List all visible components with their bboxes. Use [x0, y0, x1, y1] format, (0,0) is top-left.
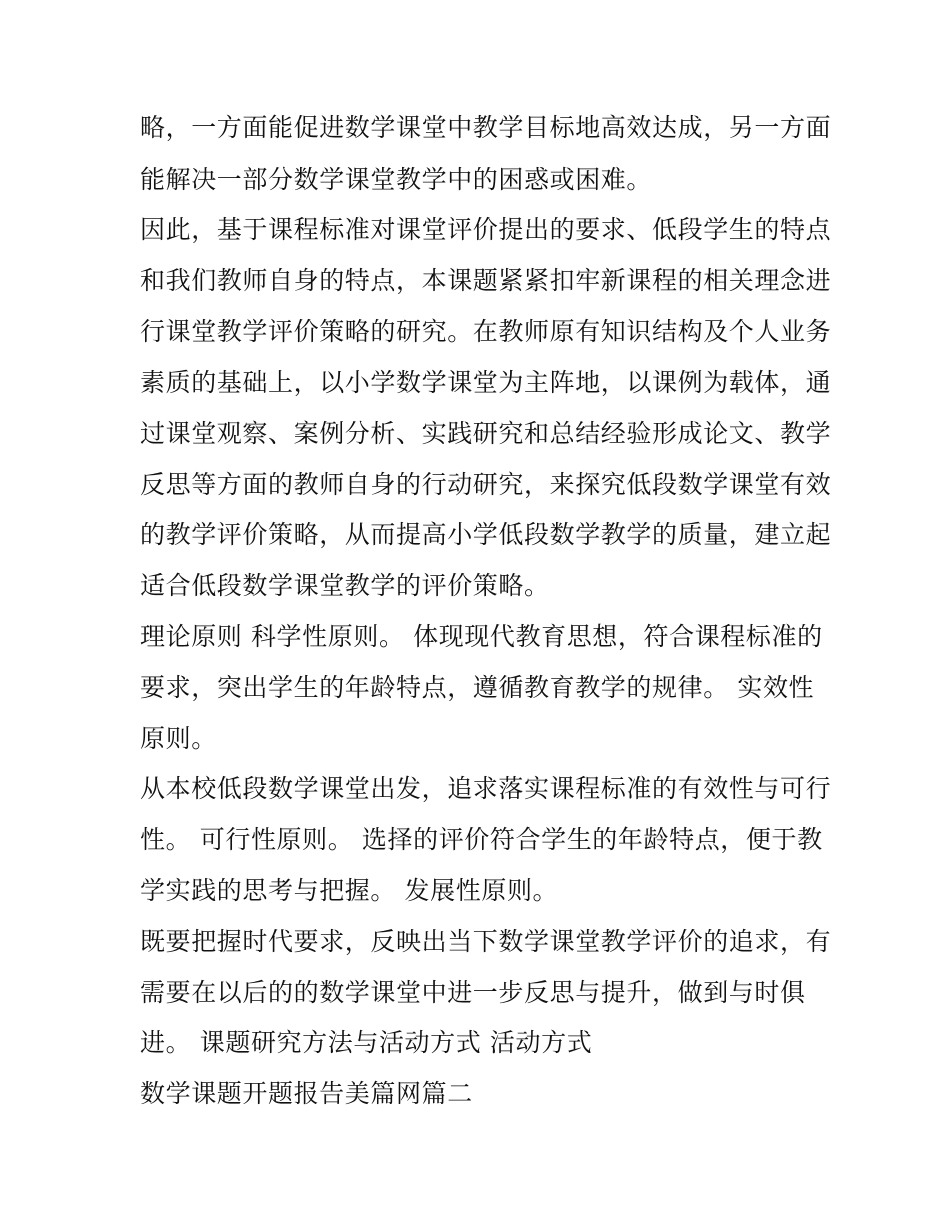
text-line: 行课堂教学评价策略的研究。在教师原有知识结构及个人业务 — [140, 317, 832, 346]
text-line: 要求，突出学生的年龄特点，遵循教育教学的规律。 实效性 — [140, 673, 815, 702]
text-line: 性。 可行性原则。 选择的评价符合学生的年龄特点，便于教 — [140, 825, 823, 854]
text-line: 既要把握时代要求，反映出当下数学课堂教学评价的追求，有 — [140, 927, 832, 956]
text-line: 能解决一部分数学课堂教学中的困惑或困难。 — [140, 165, 653, 194]
text-line: 素质的基础上，以小学数学课堂为主阵地，以课例为载体，通 — [140, 368, 832, 397]
text-line: 和我们教师自身的特点，本课题紧紧扣牢新课程的相关理念进 — [140, 266, 832, 295]
section-heading: 数学课题开题报告美篇网篇二 — [140, 1079, 473, 1108]
text-line: 学实践的思考与把握。 发展性原则。 — [140, 876, 559, 905]
text-line: 过课堂观察、案例分析、实践研究和总结经验形成论文、教学 — [140, 419, 832, 448]
text-line: 进。 课题研究方法与活动方式 活动方式 — [140, 1028, 593, 1057]
text-line: 理论原则 科学性原则。 体现现代教育思想，符合课程标准的 — [140, 622, 823, 651]
text-line: 适合低段数学课堂教学的评价策略。 — [140, 571, 550, 600]
text-line: 需要在以后的的数学课堂中进一步反思与提升，做到与时俱 — [140, 978, 806, 1007]
text-line: 原则。 — [140, 724, 217, 753]
text-line: 略，一方面能促进数学课堂中教学目标地高效达成，另一方面 — [140, 113, 832, 142]
text-line: 反思等方面的教师自身的行动研究，来探究低段数学课堂有效 — [140, 470, 832, 499]
text-line: 从本校低段数学课堂出发，追求落实课程标准的有效性与可行 — [140, 774, 832, 803]
text-line: 的教学评价策略，从而提高小学低段数学教学的质量，建立起 — [140, 520, 832, 549]
text-line: 因此，基于课程标准对课堂评价提出的要求、低段学生的特点 — [140, 215, 832, 244]
